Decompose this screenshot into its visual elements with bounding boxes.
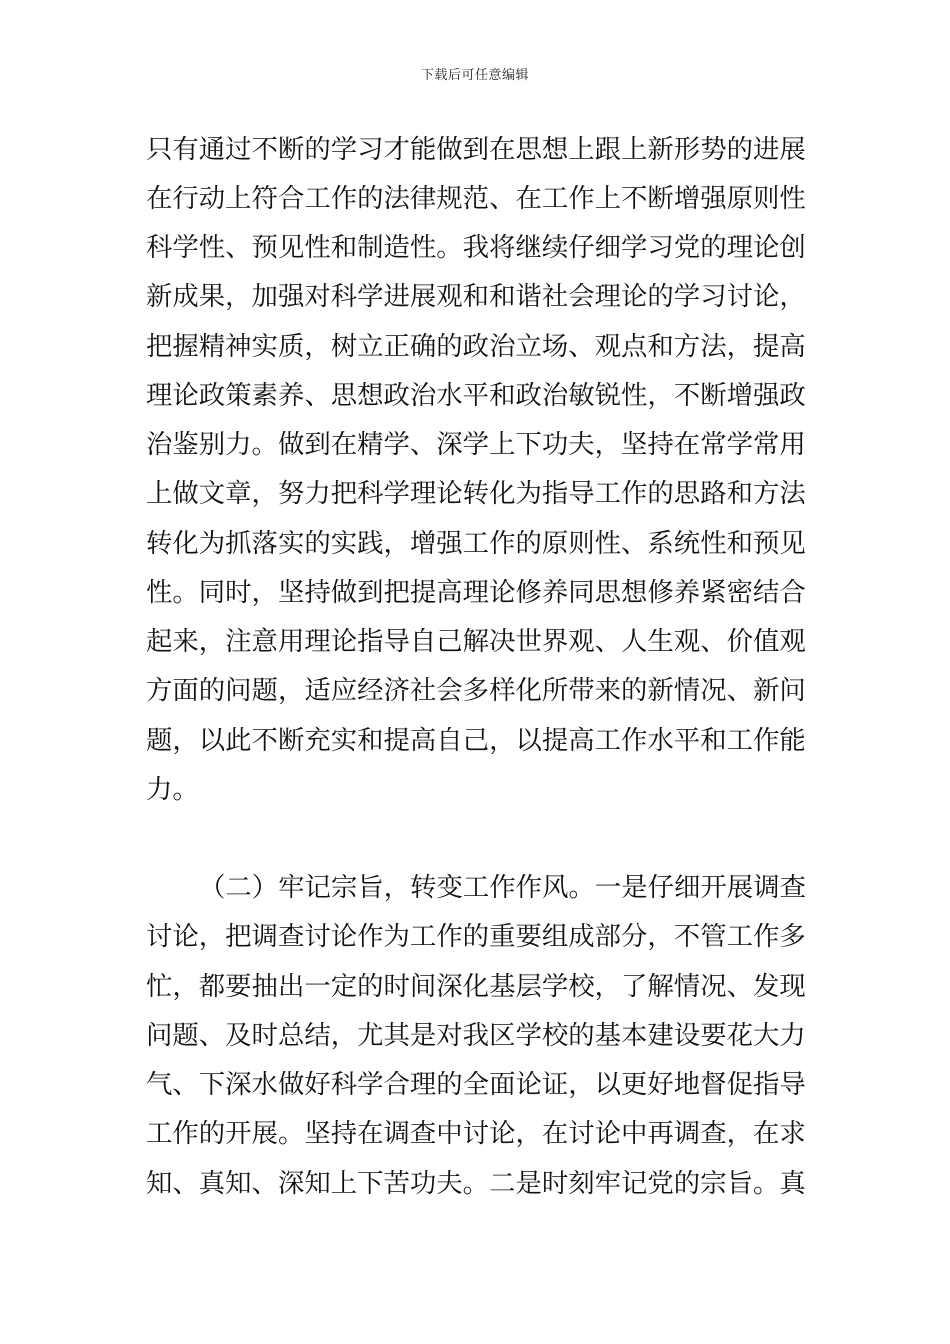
text-line: 方面的问题，适应经济社会多样化所带来的新情况、新问	[146, 675, 806, 706]
text-line: 力。	[146, 774, 199, 805]
text-line: 治鉴别力。做到在精学、深学上下功夫，坚持在常学常用	[146, 429, 806, 460]
text-line: 转化为抓落实的实践，增强工作的原则性、系统性和预见	[146, 528, 806, 559]
text-line: 性。同时，坚持做到把提高理论修养同思想修养紧密结合	[146, 577, 806, 608]
text-line: 忙，都要抽出一定的时间深化基层学校，了解情况、发现	[146, 971, 806, 1002]
text-line: 新成果，加强对科学进展观和和谐社会理论的学习讨论，	[146, 281, 806, 312]
text-line: 起来，注意用理论指导自己解决世界观、人生观、价值观	[146, 626, 806, 657]
text-line: 科学性、预见性和制造性。我将继续仔细学习党的理论创	[146, 232, 806, 263]
text-line: 把握精神实质，树立正确的政治立场、观点和方法，提高	[146, 331, 806, 362]
text-line: 只有通过不断的学习才能做到在思想上跟上新形势的进展	[146, 134, 806, 165]
text-line: 题，以此不断充实和提高自己，以提高工作水平和工作能	[146, 725, 806, 756]
text-line: 理论政策素养、思想政治水平和政治敏锐性，不断增强政	[146, 380, 806, 411]
text-line: （二）牢记宗旨，转变工作作风。一是仔细开展调查	[199, 872, 806, 903]
text-line: 工作的开展。坚持在调查中讨论，在讨论中再调查，在求	[146, 1118, 806, 1149]
text-line: 气、下深水做好科学合理的全面论证，以更好地督促指导	[146, 1069, 806, 1100]
page-header: 下载后可任意编辑	[420, 68, 529, 83]
text-line: 讨论，把调查讨论作为工作的重要组成部分，不管工作多	[146, 921, 806, 952]
text-line: 知、真知、深知上下苦功夫。二是时刻牢记党的宗旨。真	[146, 1168, 806, 1199]
text-line: 在行动上符合工作的法律规范、在工作上不断增强原则性	[146, 183, 806, 214]
text-line: 上做文章，努力把科学理论转化为指导工作的思路和方法	[146, 478, 806, 509]
text-line: 问题、及时总结，尤其是对我区学校的基本建设要花大力	[146, 1020, 806, 1051]
